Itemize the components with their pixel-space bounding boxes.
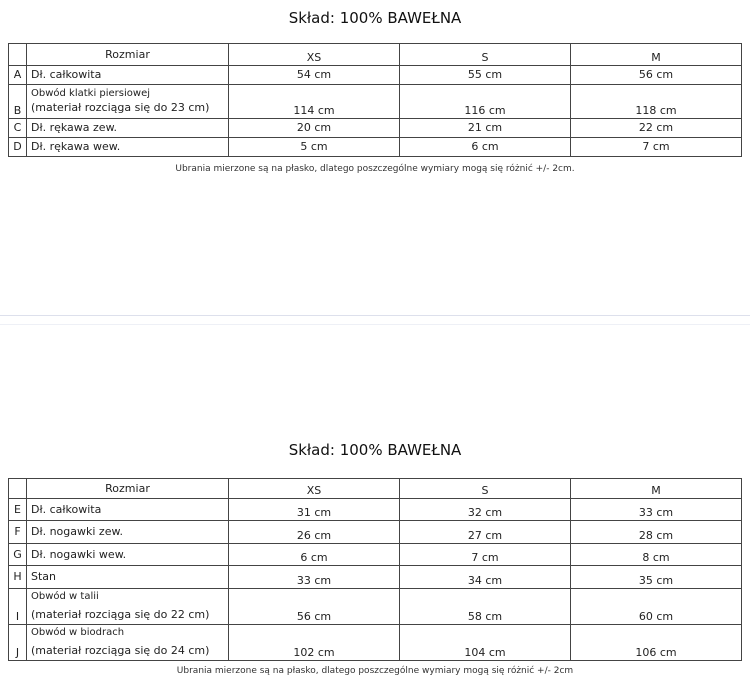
row-name-line2: (materiał rozciąga się do 22 cm) (31, 607, 210, 621)
value-s: 104 cm (400, 625, 571, 661)
top-title: Skład: 100% BAWEŁNA (288, 9, 462, 27)
value-xs: 26 cm (229, 521, 400, 544)
header-xs: XS (229, 44, 400, 66)
header-s: S (400, 479, 571, 499)
value-m: 7 cm (571, 138, 742, 157)
header-xs: XS (229, 479, 400, 499)
row-letter: H (9, 566, 27, 589)
header-s: S (400, 44, 571, 66)
row-name: Dł. nogawki wew. (27, 544, 229, 566)
row-name (27, 85, 229, 119)
top-size-table (8, 43, 742, 157)
header-size-label: Rozmiar (27, 479, 229, 499)
row-letter: D (9, 138, 27, 157)
value-xs: 102 cm (229, 625, 400, 661)
value-xs: 114 cm (229, 85, 400, 119)
header-letter-cell (9, 44, 27, 66)
table-row (9, 566, 742, 589)
row-name: Stan (27, 566, 229, 589)
row-name: Dł. rękawa zew. (27, 119, 229, 138)
value-m: 28 cm (571, 521, 742, 544)
value-s: 21 cm (400, 119, 571, 138)
header-m: M (571, 44, 742, 66)
value-m: 118 cm (571, 85, 742, 119)
row-letter: J (9, 625, 27, 661)
bottom-size-table (8, 478, 742, 661)
table-row (9, 521, 742, 544)
row-letter: C (9, 119, 27, 138)
value-s: 34 cm (400, 566, 571, 589)
value-xs: 56 cm (229, 589, 400, 625)
row-letter: F (9, 521, 27, 544)
top-measurement-note: Ubrania mierzone są na płasko, dlatego poszczególne wymiary mogą się różnić +/- 2cm. (175, 164, 575, 174)
value-s: 58 cm (400, 589, 571, 625)
bottom-title: Skład: 100% BAWEŁNA (288, 441, 462, 459)
value-m: 33 cm (571, 499, 742, 521)
value-s: 27 cm (400, 521, 571, 544)
value-xs: 33 cm (229, 566, 400, 589)
bottom-measurement-note: Ubrania mierzone są na płasko, dlatego poszczególne wymiary mogą się różnić +/- 2cm (176, 666, 574, 676)
row-name-line1: Obwód w biodrach (31, 627, 125, 639)
row-name-line2: (materiał rozciąga się do 23 cm) (31, 100, 210, 114)
table-row (9, 85, 742, 119)
row-name-line1: Obwód klatki piersiowej (31, 88, 151, 100)
value-s: 55 cm (400, 66, 571, 85)
table-row (9, 499, 742, 521)
header-m: M (571, 479, 742, 499)
value-s: 7 cm (400, 544, 571, 566)
value-xs: 6 cm (229, 544, 400, 566)
row-name (27, 625, 229, 661)
row-name (27, 589, 229, 625)
row-letter: E (9, 499, 27, 521)
row-name-line2: (materiał rozciąga się do 24 cm) (31, 643, 210, 657)
table-row (9, 625, 742, 661)
table-row (9, 138, 742, 157)
value-m: 106 cm (571, 625, 742, 661)
row-name-line1: Obwód w talii (31, 591, 99, 603)
section-divider (0, 315, 750, 316)
value-xs: 20 cm (229, 119, 400, 138)
value-xs: 54 cm (229, 66, 400, 85)
header-letter-cell (9, 479, 27, 499)
row-letter: A (9, 66, 27, 85)
value-s: 116 cm (400, 85, 571, 119)
row-name: Dł. rękawa wew. (27, 138, 229, 157)
value-m: 60 cm (571, 589, 742, 625)
row-name: Dł. nogawki zew. (27, 521, 229, 544)
row-name: Dł. całkowita (27, 66, 229, 85)
row-letter: B (9, 85, 27, 119)
table-header-row (9, 44, 742, 66)
row-letter: I (9, 589, 27, 625)
value-m: 22 cm (571, 119, 742, 138)
row-letter: G (9, 544, 27, 566)
table-header-row (9, 479, 742, 499)
row-name: Dł. całkowita (27, 499, 229, 521)
value-m: 35 cm (571, 566, 742, 589)
value-s: 32 cm (400, 499, 571, 521)
value-m: 56 cm (571, 66, 742, 85)
value-s: 6 cm (400, 138, 571, 157)
table-row (9, 544, 742, 566)
table-row (9, 66, 742, 85)
value-xs: 31 cm (229, 499, 400, 521)
value-m: 8 cm (571, 544, 742, 566)
table-row (9, 589, 742, 625)
section-divider-secondary (0, 324, 750, 325)
value-xs: 5 cm (229, 138, 400, 157)
table-row (9, 119, 742, 138)
header-size-label: Rozmiar (27, 44, 229, 66)
